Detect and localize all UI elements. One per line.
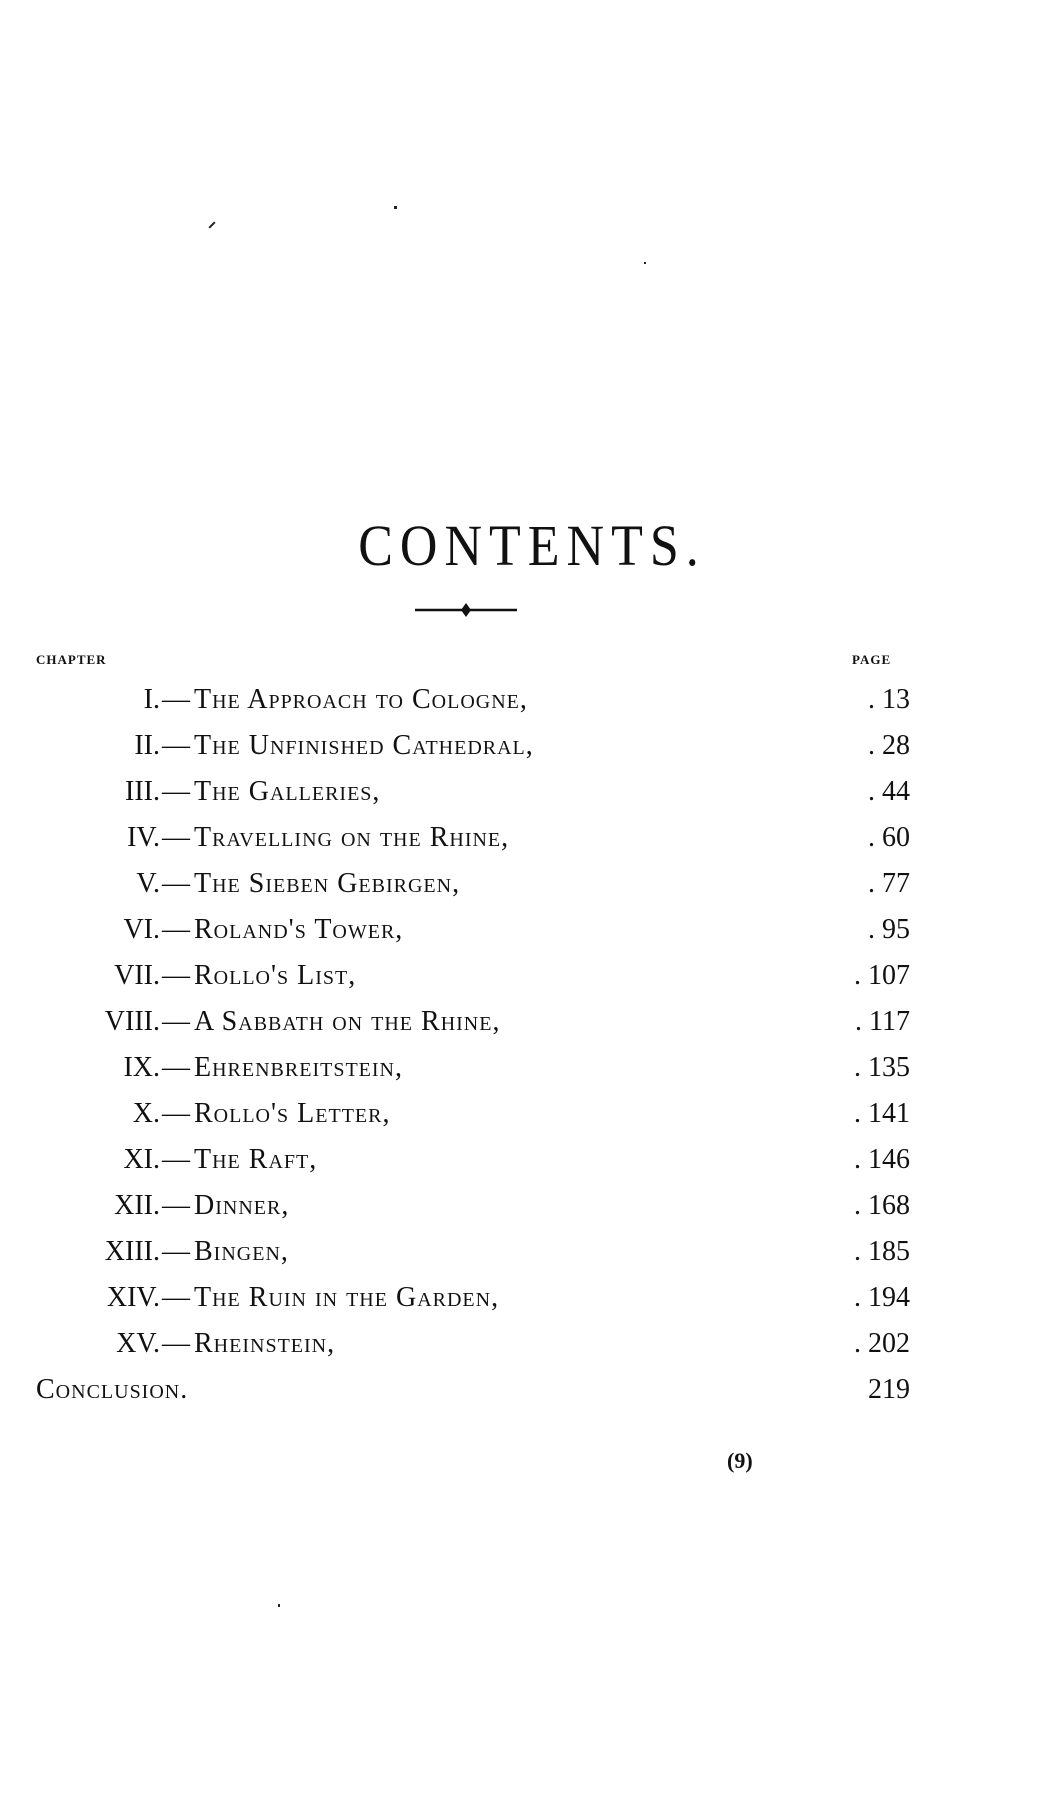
toc-row	[0, 907, 1064, 953]
chapter-number: VI.	[123, 914, 160, 945]
ink-speck	[208, 221, 215, 228]
chapter-dash: —	[162, 1006, 190, 1037]
chapter-number: XIII.	[104, 1236, 160, 1267]
chapter-page: . 202	[854, 1328, 910, 1359]
chapter-dash: —	[162, 1282, 190, 1313]
chapter-page: . 194	[854, 1282, 910, 1313]
chapter-page: . 95	[868, 914, 910, 945]
chapter-number: I.	[143, 684, 160, 715]
toc-row	[0, 1321, 1064, 1367]
ink-speck	[394, 206, 397, 209]
page-title: CONTENTS.	[358, 514, 706, 579]
toc-row	[0, 677, 1064, 723]
toc-row	[0, 1183, 1064, 1229]
chapter-page: . 117	[855, 1006, 910, 1037]
chapter-dash: —	[162, 1328, 190, 1359]
chapter-number: XIV.	[106, 1282, 160, 1313]
chapter-page: . 185	[854, 1236, 910, 1267]
toc-row	[0, 1045, 1064, 1091]
chapter-page: . 146	[854, 1144, 910, 1175]
chapter-title: Bingen,	[194, 1236, 289, 1267]
page-column-header: PAGE	[852, 652, 892, 667]
chapter-title: The Approach to Cologne,	[194, 684, 528, 715]
toc-row	[0, 1137, 1064, 1183]
chapter-title: The Galleries,	[194, 776, 381, 807]
chapter-page: . 77	[868, 868, 910, 899]
toc-row	[0, 1229, 1064, 1275]
toc-row	[0, 1275, 1064, 1321]
chapter-dash: —	[162, 868, 190, 899]
chapter-dash: —	[162, 730, 190, 761]
conclusion-title: Conclusion.	[36, 1374, 189, 1405]
toc-row	[0, 723, 1064, 769]
conclusion-page: 219	[868, 1374, 910, 1405]
chapter-page: . 13	[868, 684, 910, 715]
chapter-title: Rollo's Letter,	[194, 1098, 391, 1129]
chapter-title: Travelling on the Rhine,	[194, 822, 510, 853]
chapter-dash: —	[162, 960, 190, 991]
chapter-dash: —	[162, 1052, 190, 1083]
chapter-page: . 141	[854, 1098, 910, 1129]
chapter-number: IX.	[123, 1052, 160, 1083]
chapter-number: VIII.	[104, 1006, 160, 1037]
toc-conclusion-row	[0, 1367, 1064, 1413]
toc-row	[0, 861, 1064, 907]
chapter-number: XI.	[123, 1144, 160, 1175]
chapter-title: Roland's Tower,	[194, 914, 404, 945]
chapter-dash: —	[162, 1144, 190, 1175]
chapter-number: V.	[136, 868, 160, 899]
ink-speck	[644, 262, 646, 264]
chapter-number: XII.	[114, 1190, 160, 1221]
chapter-page: . 135	[854, 1052, 910, 1083]
chapter-column-header: CHAPTER	[36, 652, 107, 667]
chapter-title: The Sieben Gebirgen,	[194, 868, 461, 899]
chapter-title: Dinner,	[194, 1190, 290, 1221]
chapter-dash: —	[162, 1190, 190, 1221]
chapter-number: XV.	[116, 1328, 160, 1359]
toc-row	[0, 953, 1064, 999]
chapter-title: The Unfinished Cathedral,	[194, 730, 534, 761]
page-folio: (9)	[727, 1448, 753, 1473]
ink-speck	[278, 1604, 280, 1607]
chapter-dash: —	[162, 1098, 190, 1129]
chapter-title: Rollo's List,	[194, 960, 357, 991]
chapter-dash: —	[162, 776, 190, 807]
chapter-dash: —	[162, 684, 190, 715]
chapter-page: . 107	[854, 960, 910, 991]
chapter-number: X.	[132, 1098, 160, 1129]
chapter-title: The Ruin in the Garden,	[194, 1282, 500, 1313]
chapter-number: VII.	[114, 960, 160, 991]
chapter-page: . 28	[868, 730, 910, 761]
chapter-dash: —	[162, 822, 190, 853]
toc-row	[0, 1091, 1064, 1137]
chapter-number: III.	[125, 776, 160, 807]
chapter-page: . 168	[854, 1190, 910, 1221]
chapter-dash: —	[162, 914, 190, 945]
toc-row	[0, 769, 1064, 815]
toc-row	[0, 815, 1064, 861]
chapter-number: II.	[134, 730, 160, 761]
chapter-page: . 60	[868, 822, 910, 853]
chapter-title: Rheinstein,	[194, 1328, 336, 1359]
chapter-page: . 44	[868, 776, 910, 807]
chapter-title: A Sabbath on the Rhine,	[194, 1006, 501, 1037]
ornament-divider-icon	[413, 602, 519, 618]
chapter-dash: —	[162, 1236, 190, 1267]
chapter-title: The Raft,	[194, 1144, 318, 1175]
toc-row	[0, 999, 1064, 1045]
chapter-title: Ehrenbreitstein,	[194, 1052, 403, 1083]
chapter-number: IV.	[127, 822, 160, 853]
